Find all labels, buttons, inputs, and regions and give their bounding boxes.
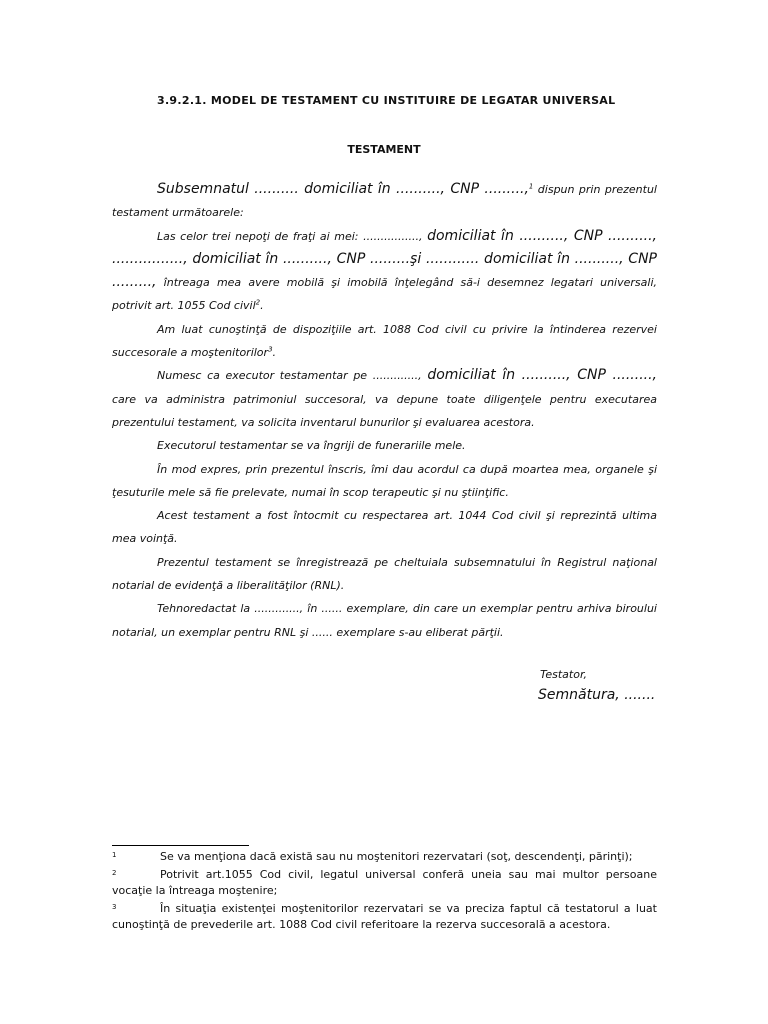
paragraph-7: Acest testament a fost întocmit cu respectarea art. 1044 Cod civil şi reprezintă ultima mea voinţă. [112,509,657,546]
footnote-ref-3: 3 [268,345,273,354]
paragraph-1 [112,178,657,225]
p4-text-c: care va administra patrimoniul succesoral, va depune toate diligenţele pentru executarea prezentului testament, va solicita inventarul bunurilor şi evaluarea acestora. [112,392,657,429]
section-heading [112,93,657,109]
paragraph-4 [112,364,657,434]
heading-text: 3.9.2.1. MODEL DE TESTAMENT CU INSTITUIRE DE LEGATAR UNIVERSAL [157,94,616,107]
testator-label: Testator, [540,668,587,681]
document-title: TESTAMENT [347,143,421,156]
paragraph-2 [112,225,657,318]
footnote-3 [112,901,657,933]
footnote-text: Potrivit art.1055 Cod civil, legatul universal conferă uneia sau mai multor persoane vocaţie la întreaga moştenire; [112,868,657,897]
footnote-1 [112,849,657,865]
signature-block [538,665,655,705]
paragraph-9: Tehnoredactat la ............., în ...... exemplare, din care un exemplar pentru arhiva biroului notarial, un exemplar pentru RNL şi ...... exemplare s-au eliberat părţii. [112,602,657,639]
p1-text-a: Subsemnatul .......... domiciliat în .........., CNP ........., [157,181,529,197]
p2-text-b: domiciliat în .........., CNP .........., ................, domiciliat în .........., CNP .........şi ............ domiciliat în .........., CNP ........., [112,227,657,291]
footnote-text: Se va menţiona dacă există sau nu moştenitori rezervatari (soţ, descendenţi, părinţi); [160,850,633,863]
footnote-number: 3 [112,903,117,911]
footnote-number: 2 [112,869,117,877]
footnote-ref-1: 1 [528,182,534,191]
p1-text-b: dispun prin prezentul testament următoarele: [112,183,657,220]
p4-text-b: domiciliat în .........., CNP ........., [427,367,657,384]
p4-text-a: Numesc ca executor testamentar pe ............., [157,369,428,383]
footnote-ref-2: 2 [255,298,261,307]
paragraph-3 [112,318,657,365]
paragraph-6: În mod expres, prin prezentul înscris, îmi dau acordul ca după moartea mea, organele şi ţesuturile mele să fie prelevate, numai în scop terapeutic şi nu ştiinţific. [112,462,657,499]
p3-text-b: . [272,346,277,360]
signature-line: Semnătura, ....... [538,687,656,703]
footnote-text: În situaţia existenţei moştenitorilor rezervatari se va preciza faptul că testatorul a luat cunoştinţă de prevederile art. 1088 Cod civil referitoare la rezerva succesorală a acestora. [112,902,657,931]
paragraph-5: Executorul testamentar se va îngriji de funerariile mele. [157,439,466,453]
p2-text-d: . [260,299,264,313]
p2-text-c: întreaga mea avere mobilă şi imobilă înţelegând să-i desemnez legatari universali, potrivit art. 1055 Cod civil [112,276,657,313]
footnote-number: 1 [112,851,117,859]
testament-body [112,178,657,644]
p3-text-a: Am luat cunoştinţă de dispoziţiile art. 1088 Cod civil cu privire la întinderea rezervei succesorale a moştenitorilor [112,322,657,360]
paragraph-8: Prezentul testament se înregistrează pe cheltuiala subsemnatului în Registrul naţional notarial de evidenţă a liberalităţilor (RNL). [112,555,657,593]
footnote-separator [112,845,249,846]
footnote-2 [112,867,657,899]
p2-text-a: Las celor trei nepoţi de fraţi ai mei: ................, [157,229,428,243]
footnotes [112,849,657,935]
